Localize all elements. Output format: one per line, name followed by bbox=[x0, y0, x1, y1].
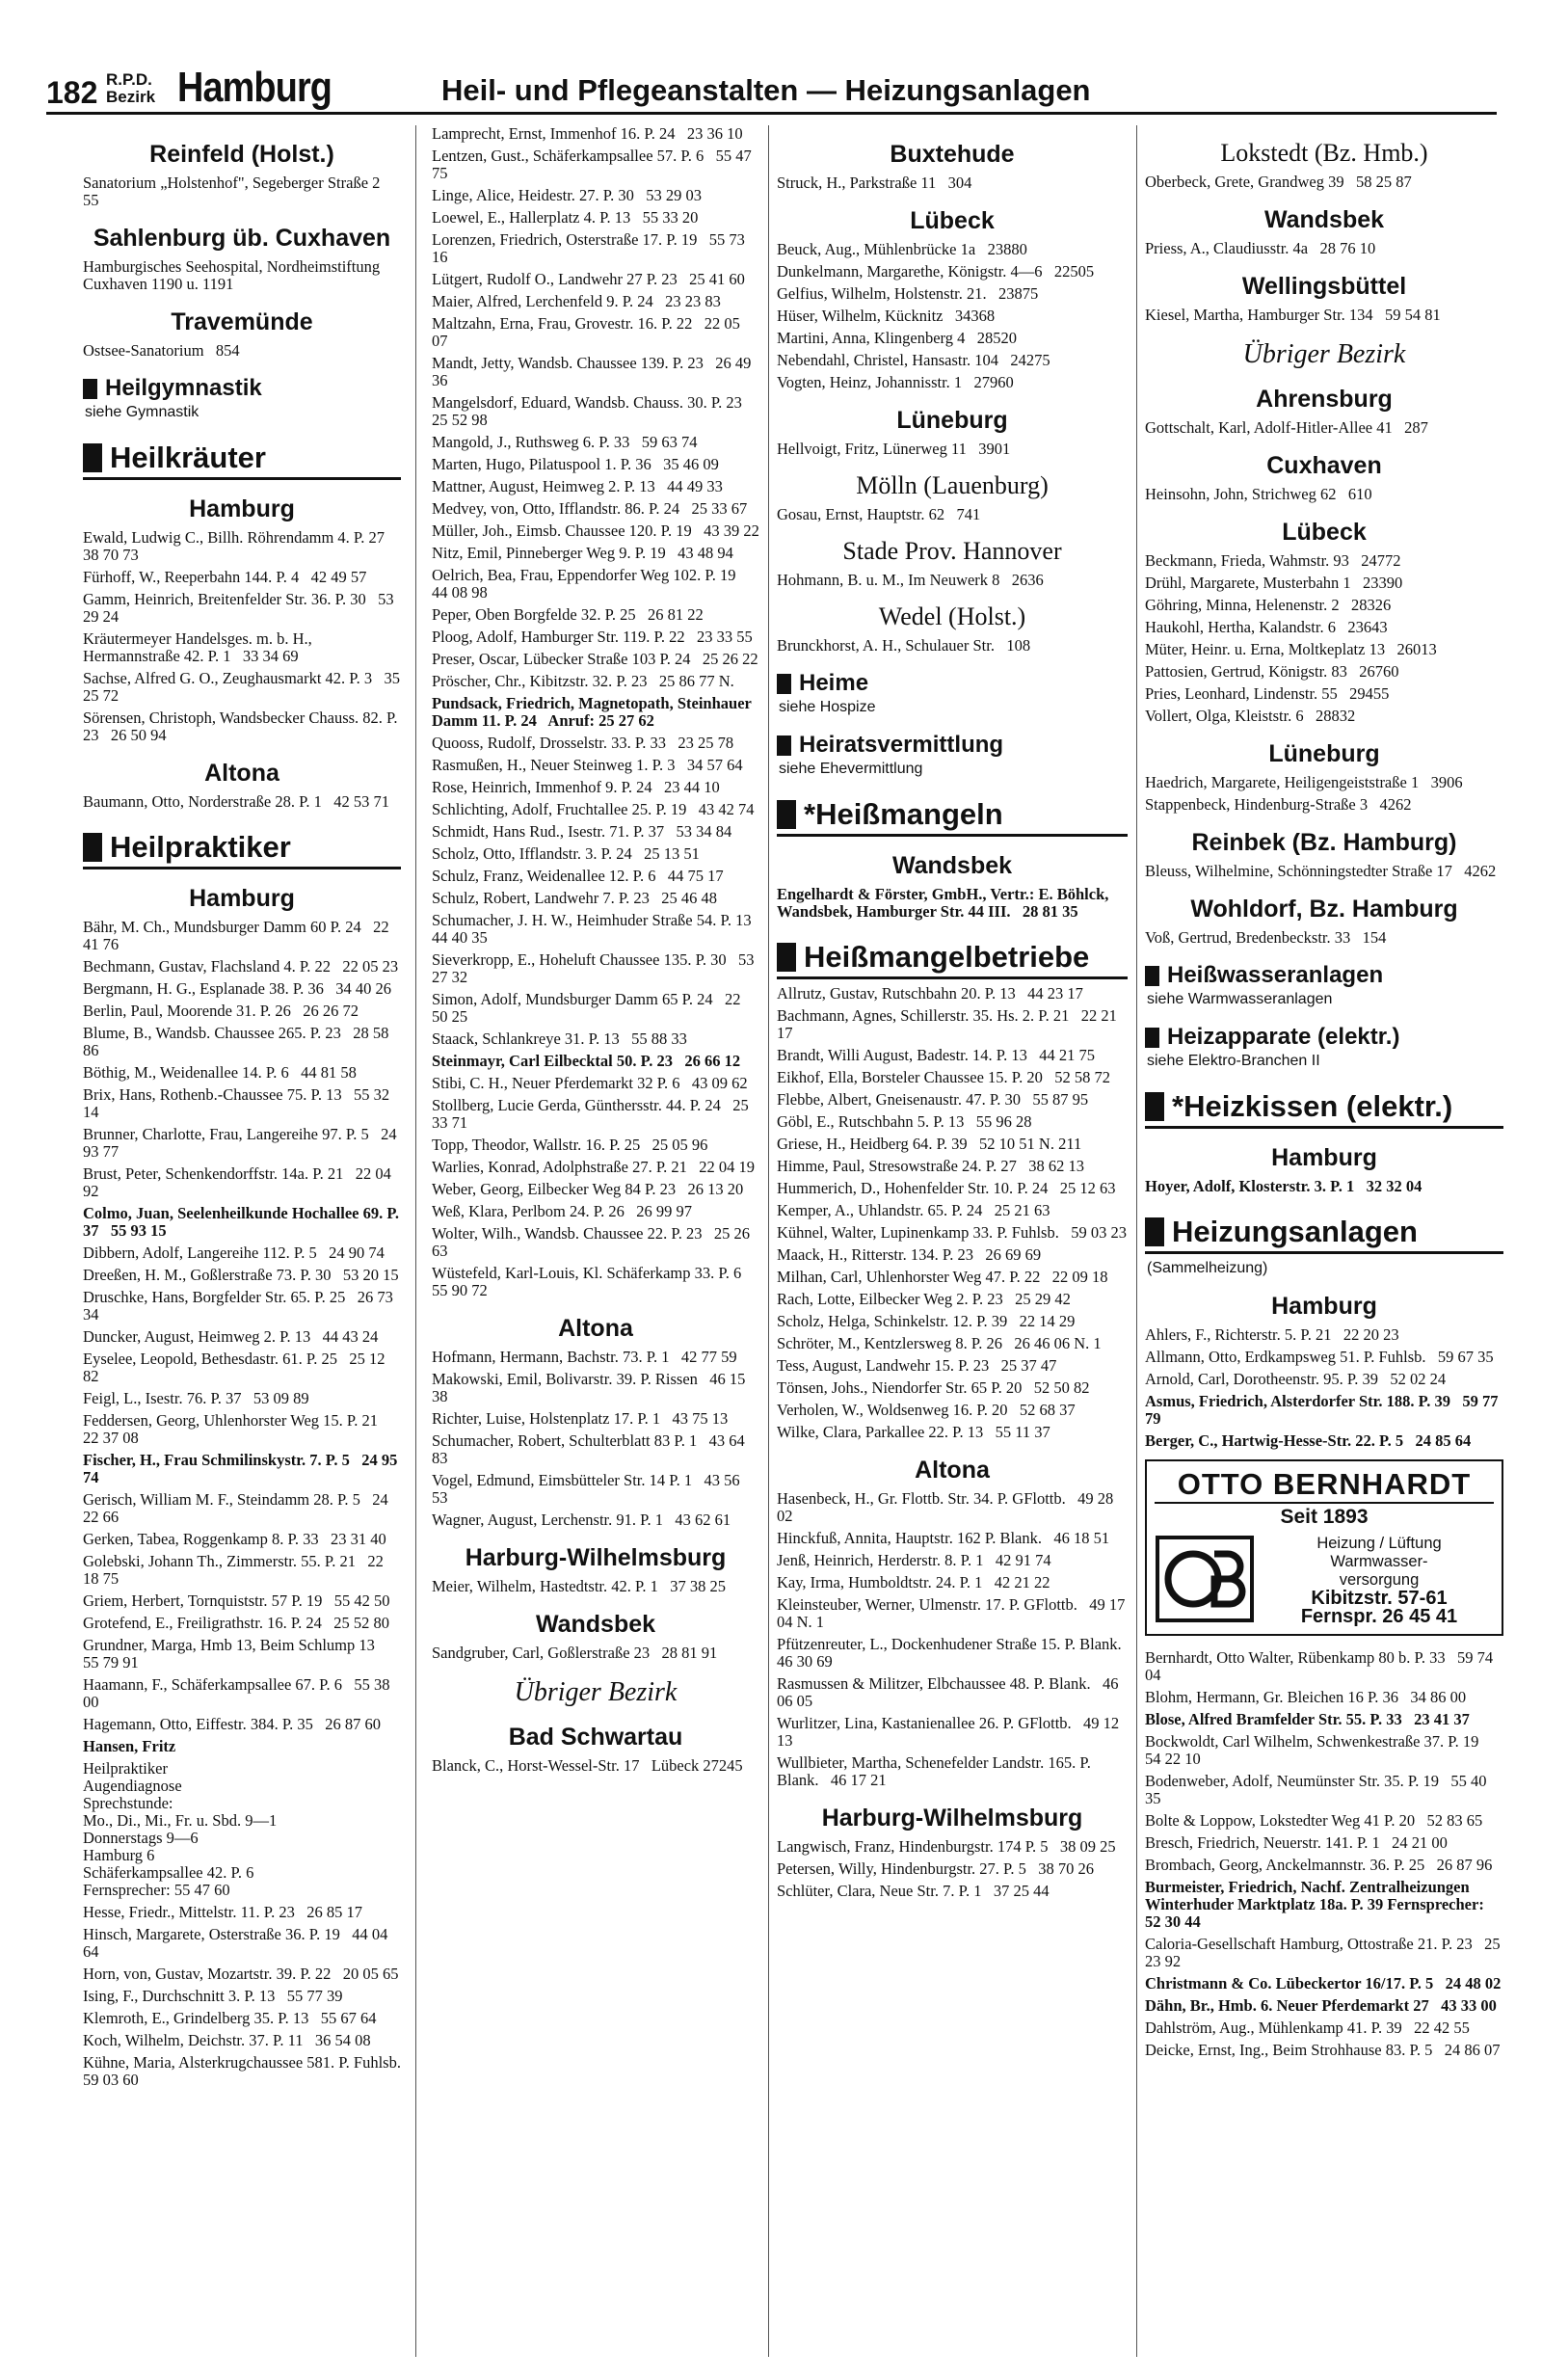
directory-entry: Pundsack, Friedrich, Magnetopath, Steinhauer Damm 11. P. 24 Anruf: 25 27 62 bbox=[432, 694, 756, 730]
directory-entry: Staack, Schlankreye 31. P. 13 55 88 33 bbox=[432, 1030, 687, 1048]
directory-entry: Blose, Alfred Bramfelder Str. 55. P. 33 23 41 37 bbox=[1145, 1710, 1470, 1728]
directory-entry: Vollert, Olga, Kleiststr. 6 28832 bbox=[1145, 707, 1356, 725]
city-heading: Sahlenburg üb. Cuxhaven bbox=[93, 225, 391, 252]
directory-entry: Rose, Heinrich, Immenhof 9. P. 24 23 44 10 bbox=[432, 778, 720, 796]
directory-entry: Struck, H., Parkstraße 11 304 bbox=[777, 174, 972, 192]
directory-entry: Böthig, M., Weidenallee 14. P. 6 44 81 58 bbox=[83, 1063, 357, 1082]
directory-entry: Mandt, Jetty, Wandsb. Chaussee 139. P. 23 26 49 36 bbox=[432, 354, 756, 389]
directory-entry: Stollberg, Lucie Gerda, Günthersstr. 44. P. 24 25 33 71 bbox=[432, 1096, 753, 1132]
directory-entry: Kleinsteuber, Werner, Ulmenstr. 17. P. GFlottb. 49 17 04 N. 1 bbox=[777, 1595, 1130, 1631]
directory-entry: Schumacher, Robert, Schulterblatt 83 P. 1 43 64 83 bbox=[432, 1431, 749, 1467]
company-logo-icon bbox=[1155, 1535, 1255, 1623]
directory-entry: Kiesel, Martha, Hamburger Str. 134 59 54 81 bbox=[1145, 306, 1441, 324]
directory-entry: Gamm, Heinrich, Breitenfelder Str. 36. P. 30 53 29 24 bbox=[83, 590, 398, 626]
city-title: Hamburg bbox=[177, 64, 332, 111]
directory-entry: Burmeister, Friedrich, Nachf. Zentralheizungen Winterhuder Marktplatz 18a. P. 39 Fernsprecher: 52 30 44 bbox=[1145, 1878, 1488, 1931]
section-heading: Heizapparate (elektr.) bbox=[1145, 1024, 1503, 1051]
directory-entry: Sandgruber, Carl, Goßlerstraße 23 28 81 91 bbox=[432, 1644, 718, 1662]
directory-entry: Asmus, Friedrich, Alsterdorfer Str. 188. P. 39 59 77 79 bbox=[1145, 1392, 1502, 1428]
directory-entry: Himme, Paul, Stresowstraße 24. P. 27 38 62 13 bbox=[777, 1157, 1084, 1175]
column-divider bbox=[415, 125, 416, 2357]
directory-entry: Bernhardt, Otto Walter, Rübenkamp 80 b. P. 33 59 74 04 bbox=[1145, 1648, 1498, 1684]
directory-entry: Baumann, Otto, Norderstraße 28. P. 1 42 53 71 bbox=[83, 792, 390, 811]
directory-entry: Göhring, Minna, Helenenstr. 2 28326 bbox=[1145, 596, 1392, 614]
city-heading: Hamburg bbox=[1271, 1293, 1377, 1320]
directory-entry: Nebendahl, Christel, Hansastr. 104 24275 bbox=[777, 351, 1050, 369]
directory-entry: Fischer, H., Frau Schmilinskystr. 7. P. 5 24 95 74 bbox=[83, 1451, 402, 1486]
region-heading: Übriger Bezirk bbox=[514, 1677, 678, 1707]
directory-entry: Simon, Adolf, Mundsburger Damm 65 P. 24 22 50 25 bbox=[432, 990, 745, 1026]
directory-entry: Rasmussen & Militzer, Elbchaussee 48. P. Blank. 46 06 05 bbox=[777, 1674, 1123, 1710]
directory-entry: Sanatorium „Holstenhof", Segeberger Straße 2 55 bbox=[83, 174, 392, 209]
directory-entry: Hesse, Friedr., Mittelstr. 11. P. 23 26 85 17 bbox=[83, 1903, 362, 1921]
directory-entry: Kräutermeyer Handelsges. m. b. H., Hermannstraße 42. P. 1 33 34 69 bbox=[83, 629, 316, 665]
column-2 bbox=[432, 124, 763, 2357]
directory-entry: Horn, von, Gustav, Mozartstr. 39. P. 22 20 05 65 bbox=[83, 1965, 399, 1983]
ad-line: Heizung / Lüftung bbox=[1316, 1535, 1442, 1552]
directory-entry: Haedrich, Margarete, Heiligengeiststraße 1 3906 bbox=[1145, 773, 1463, 791]
directory-entry: Flebbe, Albert, Gneisenaustr. 47. P. 30 55 87 95 bbox=[777, 1090, 1089, 1109]
directory-entry: Makowski, Emil, Bolivarstr. 39. P. Rissen 46 15 38 bbox=[432, 1370, 750, 1405]
page-number: 182 bbox=[46, 75, 98, 110]
directory-entry: Hellvoigt, Fritz, Lünerweg 11 3901 bbox=[777, 440, 1011, 458]
directory-entry: Hohmann, B. u. M., Im Neuwerk 8 2636 bbox=[777, 571, 1044, 589]
directory-entry: Christmann & Co. Lübeckertor 16/17. P. 5 24 48 02 bbox=[1145, 1974, 1502, 1992]
section-heading: Heißmangelbetriebe bbox=[777, 940, 1128, 979]
city-heading: Lübeck bbox=[1282, 519, 1367, 546]
directory-entry: Bresch, Friedrich, Neuerstr. 141. P. 1 24 21 00 bbox=[1145, 1833, 1448, 1852]
section-heading: *Heizkissen (elektr.) bbox=[1145, 1089, 1503, 1129]
directory-entry: Dähn, Br., Hmb. 6. Neuer Pferdemarkt 27 43 33 00 bbox=[1145, 1996, 1497, 2015]
directory-entry: Blume, B., Wandsb. Chaussee 265. P. 23 28 58 86 bbox=[83, 1024, 393, 1059]
directory-entry: Rasmußen, H., Neuer Steinweg 1. P. 3 34 57 64 bbox=[432, 756, 743, 774]
city-heading: Cuxhaven bbox=[1266, 452, 1382, 479]
directory-entry: Haukohl, Hertha, Kalandstr. 6 23643 bbox=[1145, 618, 1388, 636]
directory-entry: Blanck, C., Horst-Wessel-Str. 17 Lübeck 27245 bbox=[432, 1756, 743, 1775]
column-divider bbox=[1136, 125, 1137, 2357]
directory-entry: Verholen, W., Woldsenweg 16. P. 20 52 68 37 bbox=[777, 1401, 1076, 1419]
directory-entry: Hüser, Wilhelm, Kücknitz 34368 bbox=[777, 307, 996, 325]
city-heading: Wellingsbüttel bbox=[1241, 273, 1407, 300]
directory-entry: Richter, Luise, Holstenplatz 17. P. 1 43 75 13 bbox=[432, 1409, 729, 1428]
directory-entry: Fürhoff, W., Reeperbahn 144. P. 4 42 49 57 bbox=[83, 568, 367, 586]
city-heading: Lüneburg bbox=[896, 407, 1008, 434]
directory-entry: Vogten, Heinz, Johannisstr. 1 27960 bbox=[777, 373, 1014, 391]
directory-entry: Feigl, L., Isestr. 76. P. 37 53 09 89 bbox=[83, 1389, 309, 1407]
ad-body bbox=[1155, 1535, 1494, 1626]
city-heading: Ahrensburg bbox=[1256, 386, 1393, 413]
ad-line: versorgung bbox=[1339, 1571, 1420, 1589]
directory-entry: Gosau, Ernst, Hauptstr. 62 741 bbox=[777, 505, 981, 523]
directory-entry: Druschke, Hans, Borgfelder Str. 65. P. 25 26 73 34 bbox=[83, 1288, 398, 1324]
directory-entry: Weß, Klara, Perlbom 24. P. 26 26 99 97 bbox=[432, 1202, 692, 1220]
directory-entry: Schröter, M., Kentzlersweg 8. P. 26 26 46 06 N. 1 bbox=[777, 1334, 1102, 1352]
directory-entry: Ploog, Adolf, Hamburger Str. 119. P. 22 23 33 55 bbox=[432, 628, 753, 646]
directory-entry: Pries, Leonhard, Lindenstr. 55 29455 bbox=[1145, 684, 1390, 703]
directory-entry: Brix, Hans, Rothenb.-Chaussee 75. P. 13 55 32 14 bbox=[83, 1085, 394, 1121]
header-rule bbox=[46, 112, 1497, 115]
section-heading: Heime bbox=[777, 670, 1128, 697]
directory-entry: Maier, Alfred, Lerchenfeld 9. P. 24 23 23 83 bbox=[432, 292, 721, 310]
directory-entry: Priess, A., Claudiusstr. 4a 28 76 10 bbox=[1145, 239, 1376, 257]
city-heading: Wandsbek bbox=[535, 1611, 656, 1638]
city-heading: Bad Schwartau bbox=[508, 1724, 683, 1751]
directory-entry: Hoyer, Adolf, Klosterstr. 3. P. 1 32 32 04 bbox=[1145, 1177, 1422, 1195]
directory-entry: Drühl, Margarete, Musterbahn 1 23390 bbox=[1145, 574, 1403, 592]
district-label: R.P.D. Bezirk bbox=[106, 70, 156, 106]
directory-entry: Marten, Hugo, Pilatuspool 1. P. 36 35 46 09 bbox=[432, 455, 719, 473]
directory-entry: Duncker, August, Heimweg 2. P. 13 44 43 24 bbox=[83, 1327, 379, 1346]
directory-entry: Kühnel, Walter, Lupinenkamp 33. P. Fuhlsb. 59 03 23 bbox=[777, 1223, 1127, 1242]
city-heading: Hamburg bbox=[189, 495, 295, 522]
directory-entry: Sachse, Alfred G. O., Zeughausmarkt 42. P. 3 35 25 72 bbox=[83, 669, 405, 705]
directory-entry: Brust, Peter, Schenkendorffstr. 14a. P. 21 22 04 92 bbox=[83, 1164, 395, 1200]
directory-entry: Oelrich, Bea, Frau, Eppendorfer Weg 102. P. 19 44 08 98 bbox=[432, 566, 748, 602]
ad-founded: Seit 1893 bbox=[1280, 1506, 1369, 1528]
directory-entry: Wurlitzer, Lina, Kastanienallee 26. P. GFlottb. 49 12 13 bbox=[777, 1714, 1124, 1750]
directory-entry: Maack, H., Ritterstr. 134. P. 23 26 69 69 bbox=[777, 1245, 1042, 1264]
directory-entry: Blohm, Hermann, Gr. Bleichen 16 P. 36 34 86 00 bbox=[1145, 1688, 1467, 1706]
directory-entry: Preser, Oscar, Lübecker Straße 103 P. 24 25 26 22 bbox=[432, 650, 758, 668]
directory-entry: Weber, Georg, Eilbecker Weg 84 P. 23 26 13 20 bbox=[432, 1180, 744, 1198]
directory-entry: Brandt, Willi August, Badestr. 14. P. 13 44 21 75 bbox=[777, 1046, 1095, 1064]
directory-entry: Nitz, Emil, Pinneberger Weg 9. P. 19 43 48 94 bbox=[432, 544, 733, 562]
directory-entry: Berlin, Paul, Moorende 31. P. 26 26 26 72 bbox=[83, 1002, 359, 1020]
directory-entry: Pfützenreuter, L., Dockenhudener Straße 15. P. Blank. 46 30 69 bbox=[777, 1635, 1134, 1671]
directory-entry: Gerisch, William M. F., Steindamm 28. P. 5 24 22 66 bbox=[83, 1490, 392, 1526]
directory-entry: Eyselee, Leopold, Bethesdastr. 61. P. 25 25 12 82 bbox=[83, 1350, 389, 1385]
see-also-note: siehe Gymnastik bbox=[85, 404, 199, 420]
directory-entry: Kühne, Maria, Alsterkrugchaussee 581. P. Fuhlsb. 59 03 60 bbox=[83, 2053, 413, 2089]
city-heading: Wohldorf, Bz. Hamburg bbox=[1190, 896, 1458, 923]
city-heading: Reinfeld (Holst.) bbox=[149, 141, 334, 168]
city-heading: Wandsbek bbox=[891, 852, 1013, 879]
directory-entry: Koch, Wilhelm, Deichstr. 37. P. 11 36 54 08 bbox=[83, 2031, 371, 2049]
directory-entry: Brunckhorst, A. H., Schulauer Str. 108 bbox=[777, 636, 1031, 655]
directory-entry: Eikhof, Ella, Borsteler Chaussee 15. P. 20 52 58 72 bbox=[777, 1068, 1111, 1086]
directory-entry: Golebski, Johann Th., Zimmerstr. 55. P. 21 22 18 75 bbox=[83, 1552, 387, 1588]
directory-entry: Medvey, von, Otto, Ifflandstr. 86. P. 24 25 33 67 bbox=[432, 499, 748, 518]
directory-entry: Müter, Heinr. u. Erna, Moltkeplatz 13 26013 bbox=[1145, 640, 1437, 658]
city-heading: Lokstedt (Bz. Hmb.) bbox=[1220, 139, 1428, 167]
directory-entry: Lütgert, Rudolf O., Landwehr 27 P. 23 25 41 60 bbox=[432, 270, 745, 288]
directory-entry: Ahlers, F., Richterstr. 5. P. 21 22 20 23 bbox=[1145, 1325, 1399, 1344]
section-heading: Heilkräuter bbox=[83, 441, 401, 480]
directory-entry: Haamann, F., Schäferkampsallee 67. P. 6 55 38 00 bbox=[83, 1675, 394, 1711]
city-heading: Wedel (Holst.) bbox=[878, 602, 1026, 630]
directory-entry: Deicke, Ernst, Ing., Beim Strohhause 83. P. 5 24 86 07 bbox=[1145, 2041, 1501, 2059]
directory-entry: Vogel, Edmund, Eimsbütteler Str. 14 P. 1 43 56 53 bbox=[432, 1471, 744, 1507]
directory-entry: Wüstefeld, Karl-Louis, Kl. Schäferkamp 33. P. 6 55 90 72 bbox=[432, 1264, 754, 1299]
directory-entry: Mangold, J., Ruthsweg 6. P. 33 59 63 74 bbox=[432, 433, 698, 451]
region-heading: Übriger Bezirk bbox=[1242, 339, 1406, 369]
city-heading: Mölln (Lauenburg) bbox=[856, 471, 1049, 499]
section-heading: Heilpraktiker bbox=[83, 830, 401, 869]
directory-entry: Steinmayr, Carl Eilbecktal 50. P. 23 26 66 12 bbox=[432, 1052, 741, 1070]
directory-entry: Müller, Joh., Eimsb. Chaussee 120. P. 19 43 39 22 bbox=[432, 521, 759, 540]
city-heading: Lübeck bbox=[910, 207, 995, 234]
directory-entry: Kay, Irma, Humboldtstr. 24. P. 1 42 21 22 bbox=[777, 1573, 1050, 1591]
directory-entry: Bergmann, H. G., Esplanade 38. P. 36 34 40 26 bbox=[83, 979, 392, 998]
directory-entry: Lorenzen, Friedrich, Osterstraße 17. P. 19 55 73 16 bbox=[432, 230, 750, 266]
ad-line: Warmwasser- bbox=[1330, 1553, 1428, 1570]
directory-entry: Hofmann, Hermann, Bachstr. 73. P. 1 42 77 59 bbox=[432, 1348, 737, 1366]
directory-entry: Jenß, Heinrich, Herderstr. 8. P. 1 42 91 74 bbox=[777, 1551, 1051, 1569]
directory-entry: Wagner, August, Lerchenstr. 91. P. 1 43 62 61 bbox=[432, 1511, 731, 1529]
directory-entry: Pröscher, Chr., Kibitzstr. 32. P. 23 25 86 77 N. bbox=[432, 672, 734, 690]
column-1 bbox=[83, 125, 413, 2357]
directory-entry: Hummerich, D., Hohenfelder Str. 10. P. 24 25 12 63 bbox=[777, 1179, 1116, 1197]
directory-entry: Schlüter, Clara, Neue Str. 7. P. 1 37 25 44 bbox=[777, 1882, 1050, 1900]
directory-entry: Bodenweber, Adolf, Neumünster Str. 35. P. 19 55 40 35 bbox=[1145, 1772, 1491, 1807]
directory-entry: Dahlström, Aug., Mühlenkamp 41. P. 39 22 42 55 bbox=[1145, 2019, 1470, 2037]
directory-entry: Bockwoldt, Carl Wilhelm, Schwenkestraße 37. P. 19 54 22 10 bbox=[1145, 1732, 1491, 1768]
directory-entry: Mattner, August, Heimweg 2. P. 13 44 49 33 bbox=[432, 477, 723, 495]
directory-entry: Langwisch, Franz, Hindenburgstr. 174 P. 5 38 09 25 bbox=[777, 1837, 1116, 1856]
page-header bbox=[46, 62, 1497, 116]
directory-entry: Bähr, M. Ch., Mundsburger Damm 60 P. 24 22 41 76 bbox=[83, 918, 393, 953]
city-heading: Hamburg bbox=[189, 885, 295, 912]
directory-entry: Allmann, Otto, Erdkampsweg 51. P. Fuhlsb. 59 67 35 bbox=[1145, 1348, 1494, 1366]
city-heading: Hamburg bbox=[1271, 1144, 1377, 1171]
directory-entry: Heinsohn, John, Strichweg 62 610 bbox=[1145, 485, 1372, 503]
directory-entry: Griem, Herbert, Tornquiststr. 57 P. 19 55 42 50 bbox=[83, 1591, 390, 1610]
see-also-note: siehe Hospize bbox=[779, 699, 876, 715]
directory-entry: Engelhardt & Förster, GmbH., Vertr.: E. Böhlck, Wandsbek, Hamburger Str. 44 III. 28 81 35 bbox=[777, 885, 1113, 921]
directory-entry: Quooss, Rudolf, Drosselstr. 33. P. 33 23 25 78 bbox=[432, 734, 734, 752]
column-divider bbox=[768, 125, 769, 2357]
ad-line: Kibitzstr. 57-61 bbox=[1311, 1588, 1448, 1609]
city-heading: Wandsbek bbox=[1263, 206, 1385, 233]
directory-entry: Scholz, Otto, Ifflandstr. 3. P. 24 25 13 51 bbox=[432, 844, 700, 863]
city-heading: Altona bbox=[915, 1457, 990, 1484]
directory-entry: Arnold, Carl, Dorotheenstr. 95. P. 39 52 02 24 bbox=[1145, 1370, 1447, 1388]
directory-entry: Topp, Theodor, Wallstr. 16. P. 25 25 05 96 bbox=[432, 1136, 708, 1154]
section-heading: Heiratsvermittlung bbox=[777, 732, 1128, 759]
section-heading: Heilgymnastik bbox=[83, 375, 401, 402]
directory-entry: Bleuss, Wilhelmine, Schönningstedter Straße 17 4262 bbox=[1145, 862, 1497, 880]
directory-entry: Grundner, Marga, Hmb 13, Beim Schlump 13 55 79 91 bbox=[83, 1636, 387, 1671]
city-heading: Harburg-Wilhelmsburg bbox=[821, 1805, 1083, 1832]
directory-entry: Petersen, Willy, Hindenburgstr. 27. P. 5 38 70 26 bbox=[777, 1859, 1095, 1878]
section-heading: *Heißmangeln bbox=[777, 797, 1128, 837]
ad-company-name: OTTO BERNHARDT bbox=[1155, 1467, 1494, 1504]
directory-entry: Schmidt, Hans Rud., Isestr. 71. P. 37 53 34 84 bbox=[432, 822, 732, 841]
directory-entry: Griese, H., Heidberg 64. P. 39 52 10 51 N. 211 bbox=[777, 1135, 1082, 1153]
directory-entry: Voß, Gertrud, Bredenbeckstr. 33 154 bbox=[1145, 928, 1387, 947]
directory-entry: Allrutz, Gustav, Rutschbahn 20. P. 13 44 23 17 bbox=[777, 984, 1083, 1003]
column-3 bbox=[777, 125, 1134, 2357]
directory-entry: Schlichting, Adolf, Fruchtallee 25. P. 19 43 42 74 bbox=[432, 800, 755, 818]
see-also-note: siehe Warmwasseranlagen bbox=[1147, 991, 1333, 1007]
directory-entry: Tess, August, Landwehr 15. P. 23 25 37 47 bbox=[777, 1356, 1057, 1375]
ad-text bbox=[1264, 1535, 1494, 1626]
directory-entry: Hinckfuß, Annita, Hauptstr. 162 P. Blank. 46 18 51 bbox=[777, 1529, 1110, 1547]
directory-entry: Oberbeck, Grete, Grandweg 39 58 25 87 bbox=[1145, 173, 1412, 191]
directory-entry: Hamburgisches Seehospital, Nordheimstiftung Cuxhaven 1190 u. 1191 bbox=[83, 257, 392, 293]
directory-entry: Hinsch, Margarete, Osterstraße 36. P. 19 44 04 64 bbox=[83, 1925, 392, 1961]
city-heading: Travemünde bbox=[171, 308, 313, 335]
city-heading: Altona bbox=[204, 760, 279, 787]
city-heading: Buxtehude bbox=[890, 141, 1015, 168]
directory-entry: Brombach, Georg, Anckelmannstr. 36. P. 25 26 87 96 bbox=[1145, 1856, 1493, 1874]
directory-entry: Bachmann, Agnes, Schillerstr. 35. Hs. 2. P. 21 22 21 17 bbox=[777, 1006, 1122, 1042]
directory-entry: Caloria-Gesellschaft Hamburg, Ottostraße 21. P. 23 25 23 92 bbox=[1145, 1935, 1504, 1970]
directory-entry: Lamprecht, Ernst, Immenhof 16. P. 24 23 36 10 bbox=[432, 124, 743, 143]
city-heading: Lüneburg bbox=[1268, 740, 1380, 767]
directory-entry: Maltzahn, Erna, Frau, Grovestr. 16. P. 22 22 05 07 bbox=[432, 314, 744, 350]
directory-entry: Sieverkropp, E., Hoheluft Chaussee 135. P. 30 53 27 32 bbox=[432, 950, 758, 986]
directory-entry: Tönsen, Johs., Niendorfer Str. 65 P. 20 52 50 82 bbox=[777, 1378, 1090, 1397]
directory-entry: Schumacher, J. H. W., Heimhuder Straße 54. P. 13 44 40 35 bbox=[432, 911, 763, 947]
directory-entry: Lentzen, Gust., Schäferkampsallee 57. P. 6 55 47 75 bbox=[432, 147, 756, 182]
directory-entry: Wilke, Clara, Parkallee 22. P. 13 55 11 37 bbox=[777, 1423, 1050, 1441]
directory-entry: Rach, Lotte, Eilbecker Weg 2. P. 23 25 29 42 bbox=[777, 1290, 1071, 1308]
directory-entry: Ewald, Ludwig C., Billh. Röhrendamm 4. P. 27 38 70 73 bbox=[83, 528, 397, 564]
directory-entry: Dunkelmann, Margarethe, Königstr. 4—6 22505 bbox=[777, 262, 1095, 281]
directory-entry: Wolter, Wilh., Wandsb. Chaussee 22. P. 23 25 26 63 bbox=[432, 1224, 755, 1260]
directory-entry: Bechmann, Gustav, Flachsland 4. P. 22 22 05 23 bbox=[83, 957, 399, 976]
section-heading: Heißwasseranlagen bbox=[1145, 962, 1503, 989]
directory-entry: Sörensen, Christoph, Wandsbecker Chauss. 82. P. 23 26 50 94 bbox=[83, 709, 402, 744]
directory-entry: Peper, Oben Borgfelde 32. P. 25 26 81 22 bbox=[432, 605, 704, 624]
directory-entry: Heilpraktiker Augendiagnose Sprechstunde: Mo., Di., Mi., Fr. u. Sbd. 9—1 Donnerstags 9—6 Hamburg 6 Schäferkampsallee 42. P. 6 Fernsprecher: 55 47 60 bbox=[83, 1759, 278, 1899]
ad-line: Fernspr. 26 45 41 bbox=[1300, 1606, 1458, 1627]
directory-entry: Scholz, Helga, Schinkelstr. 12. P. 39 22 14 29 bbox=[777, 1312, 1076, 1330]
city-heading: Reinbek (Bz. Hamburg) bbox=[1191, 829, 1457, 856]
directory-entry: Linge, Alice, Heidestr. 27. P. 30 53 29 03 bbox=[432, 186, 703, 204]
directory-entry: Feddersen, Georg, Uhlenhorster Weg 15. P. 21 22 37 08 bbox=[83, 1411, 390, 1447]
see-also-note: siehe Ehevermittlung bbox=[779, 761, 923, 777]
city-heading: Stade Prov. Hannover bbox=[842, 537, 1062, 565]
directory-entry: Göbl, E., Rutschbahn 5. P. 13 55 96 28 bbox=[777, 1112, 1032, 1131]
directory-entry: Hansen, Fritz bbox=[83, 1737, 176, 1755]
directory-entry: Gottschalt, Karl, Adolf-Hitler-Allee 41 287 bbox=[1145, 418, 1428, 437]
directory-entry: Beckmann, Frieda, Wahmstr. 93 24772 bbox=[1145, 551, 1401, 570]
directory-entry: Klemroth, E., Grindelberg 35. P. 13 55 67 64 bbox=[83, 2009, 377, 2027]
see-also-note: siehe Elektro-Branchen II bbox=[1147, 1053, 1320, 1069]
directory-entry: Berger, C., Hartwig-Hesse-Str. 22. P. 5 24 85 64 bbox=[1145, 1431, 1472, 1450]
directory-entry: Martini, Anna, Klingenberg 4 28520 bbox=[777, 329, 1017, 347]
directory-entry: Dreeßen, H. M., Goßlerstraße 73. P. 30 53 20 15 bbox=[83, 1266, 399, 1284]
directory-entry: Hagemann, Otto, Eiffestr. 384. P. 35 26 87 60 bbox=[83, 1715, 382, 1733]
directory-entry: Ostsee-Sanatorium 854 bbox=[83, 341, 240, 360]
advertisement-box bbox=[1145, 1459, 1503, 1636]
directory-entry: Grotefend, E., Freiligrathstr. 16. P. 24 25 52 80 bbox=[83, 1614, 390, 1632]
directory-entry: Mangelsdorf, Eduard, Wandsb. Chauss. 30. P. 23 25 52 98 bbox=[432, 393, 755, 429]
directory-entry: Stibi, C. H., Neuer Pferdemarkt 32 P. 6 43 09 62 bbox=[432, 1074, 748, 1092]
directory-entry: Meier, Wilhelm, Hastedtstr. 42. P. 1 37 38 25 bbox=[432, 1577, 726, 1595]
directory-entry: Milhan, Carl, Uhlenhorster Weg 47. P. 22 22 09 18 bbox=[777, 1268, 1108, 1286]
directory-entry: Ising, F., Durchschnitt 3. P. 13 55 77 39 bbox=[83, 1987, 343, 2005]
column-4 bbox=[1145, 125, 1503, 2357]
city-heading: Altona bbox=[558, 1315, 633, 1342]
directory-entry: Wullbieter, Martha, Schenefelder Landstr. 165. P. Blank. 46 17 21 bbox=[777, 1753, 1095, 1789]
directory-entry: Loewel, E., Hallerplatz 4. P. 13 55 33 20 bbox=[432, 208, 699, 227]
directory-entry: Gerken, Tabea, Roggenkamp 8. P. 33 23 31 40 bbox=[83, 1530, 386, 1548]
directory-entry: Schulz, Franz, Weidenallee 12. P. 6 44 75 17 bbox=[432, 867, 724, 885]
directory-entry: Warlies, Konrad, Adolphstraße 27. P. 21 22 04 19 bbox=[432, 1158, 756, 1176]
directory-entry: Hasenbeck, H., Gr. Flottb. Str. 34. P. GFlottb. 49 28 02 bbox=[777, 1489, 1118, 1525]
directory-entry: Dibbern, Adolf, Langereihe 112. P. 5 24 90 74 bbox=[83, 1243, 385, 1262]
directory-entry: Bolte & Loppow, Lokstedter Weg 41 P. 20 52 83 65 bbox=[1145, 1811, 1483, 1830]
directory-entry: Brunner, Charlotte, Frau, Langereihe 97. P. 5 24 93 77 bbox=[83, 1125, 401, 1161]
directory-entry: Schulz, Robert, Landwehr 7. P. 23 25 46 48 bbox=[432, 889, 718, 907]
section-heading: Heizungsanlagen bbox=[1145, 1215, 1503, 1254]
page-title: Heil- und Pflegeanstalten — Heizungsanlagen bbox=[441, 73, 1091, 107]
directory-entry: Colmo, Juan, Seelenheilkunde Hochallee 69. P. 37 55 93 15 bbox=[83, 1204, 404, 1240]
directory-entry: Pattosien, Gertrud, Königstr. 83 26760 bbox=[1145, 662, 1399, 681]
directory-entry: Gelfius, Wilhelm, Holstenstr. 21. 23875 bbox=[777, 284, 1039, 303]
directory-entry: Beuck, Aug., Mühlenbrücke 1a 23880 bbox=[777, 240, 1027, 258]
directory-entry: Kemper, A., Uhlandstr. 65. P. 24 25 21 63 bbox=[777, 1201, 1050, 1219]
city-heading: Harburg-Wilhelmsburg bbox=[465, 1544, 727, 1571]
see-also-note: (Sammelheizung) bbox=[1147, 1260, 1268, 1276]
directory-entry: Stappenbeck, Hindenburg-Straße 3 4262 bbox=[1145, 795, 1412, 814]
